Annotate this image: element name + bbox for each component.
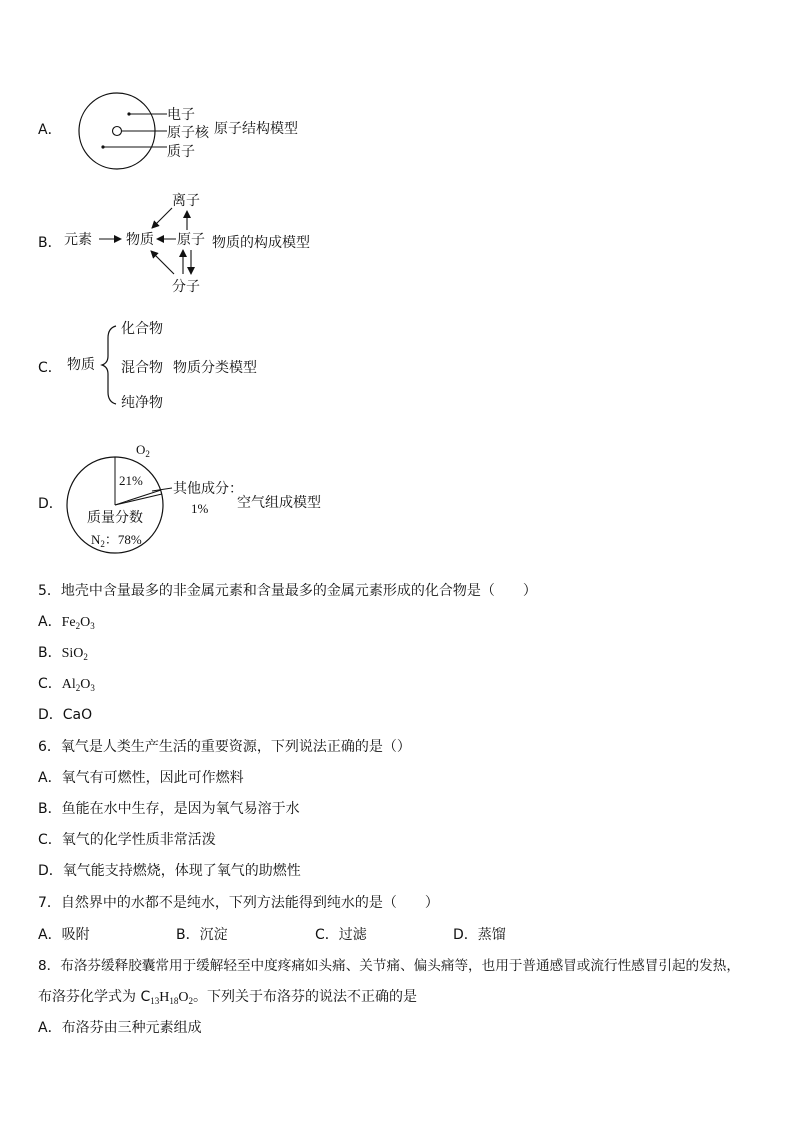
other-percent: 1% xyxy=(191,501,209,516)
classification-model-caption: 物质分类模型 xyxy=(173,360,257,376)
electron-label: 电子 xyxy=(167,107,195,123)
substance-label: 物质 xyxy=(126,232,154,248)
q5-stem: 5．地壳中含量最多的非金属元素和含量最多的金属元素形成的化合物是（ ） xyxy=(38,583,537,599)
o2-label: $O_2$ xyxy=(136,442,150,459)
compound-label: 化合物 xyxy=(121,321,163,337)
mass-fraction-label: 质量分数 xyxy=(87,510,143,526)
q8-stem-line2: 布洛芬化学式为 $C_{13}H_{18}O_2$。下列关于布洛芬的说法不正确的是 xyxy=(38,989,417,1006)
proton-label: 质子 xyxy=(167,144,195,160)
q5-option-a: A．$Fe_2O_3$ xyxy=(38,614,95,631)
q6-option-a: A．氧气有可燃性，因此可作燃料 xyxy=(38,770,244,786)
q6-option-b: B．鱼能在水中生存，是因为氧气易溶于水 xyxy=(38,801,300,817)
q7-stem: 7．自然界中的水都不是纯水，下列方法能得到纯水的是（ ） xyxy=(38,895,439,911)
option-a-letter: A． xyxy=(38,122,62,138)
n2-label: $N_2$：78% xyxy=(91,532,142,549)
option-c-letter: C． xyxy=(38,360,62,376)
pie-other-boundary-2 xyxy=(115,494,162,505)
q7-option-c: C．过滤 xyxy=(315,927,367,943)
q5-option-d: D．CaO xyxy=(38,707,93,723)
air-composition-caption: 空气组成模型 xyxy=(237,495,321,511)
substance-c-label: 物质 xyxy=(67,357,95,373)
o2-percent: 21% xyxy=(119,473,143,488)
q7-option-d: D．蒸馏 xyxy=(453,927,506,943)
q6-stem: 6．氧气是人类生产生活的重要资源，下列说法正确的是（） xyxy=(38,739,411,755)
q7-option-a: A．吸附 xyxy=(38,927,90,943)
pie-other-boundary-1 xyxy=(115,490,161,505)
other-components-label: 其他成分： xyxy=(173,481,243,497)
molecule-label: 分子 xyxy=(172,279,200,295)
q8-stem-line1: 8．布洛芬缓释胶囊常用于缓解轻至中度疼痛如头痛、关节痛、偏头痛等，也用于普通感冒或流行性感冒引起的发热， xyxy=(38,958,740,974)
option-b-letter: B． xyxy=(38,235,62,251)
pure-substance-label: 纯净物 xyxy=(121,395,163,411)
option-d-letter: D． xyxy=(38,496,63,512)
other-pointer-line xyxy=(152,488,172,491)
atom-label: 原子 xyxy=(177,232,205,248)
q6-option-d: D．氧气能支持燃烧，体现了氧气的助燃性 xyxy=(38,863,301,879)
q6-option-c: C．氧气的化学性质非常活泼 xyxy=(38,832,216,848)
atom-model-caption: 原子结构模型 xyxy=(214,121,298,137)
q8-option-a: A．布洛芬由三种元素组成 xyxy=(38,1020,202,1036)
mixture-label: 混合物 xyxy=(121,360,163,376)
q5-option-c: C．$Al_2O_3$ xyxy=(38,676,95,693)
nucleus-label: 原子核 xyxy=(167,125,209,141)
ion-label: 离子 xyxy=(172,193,200,209)
element-label: 元素 xyxy=(64,232,92,248)
q5-option-b: B．SiO$_2$ xyxy=(38,645,88,662)
q7-option-b: B．沉淀 xyxy=(176,927,228,943)
constitution-model-caption: 物质的构成模型 xyxy=(212,235,310,251)
